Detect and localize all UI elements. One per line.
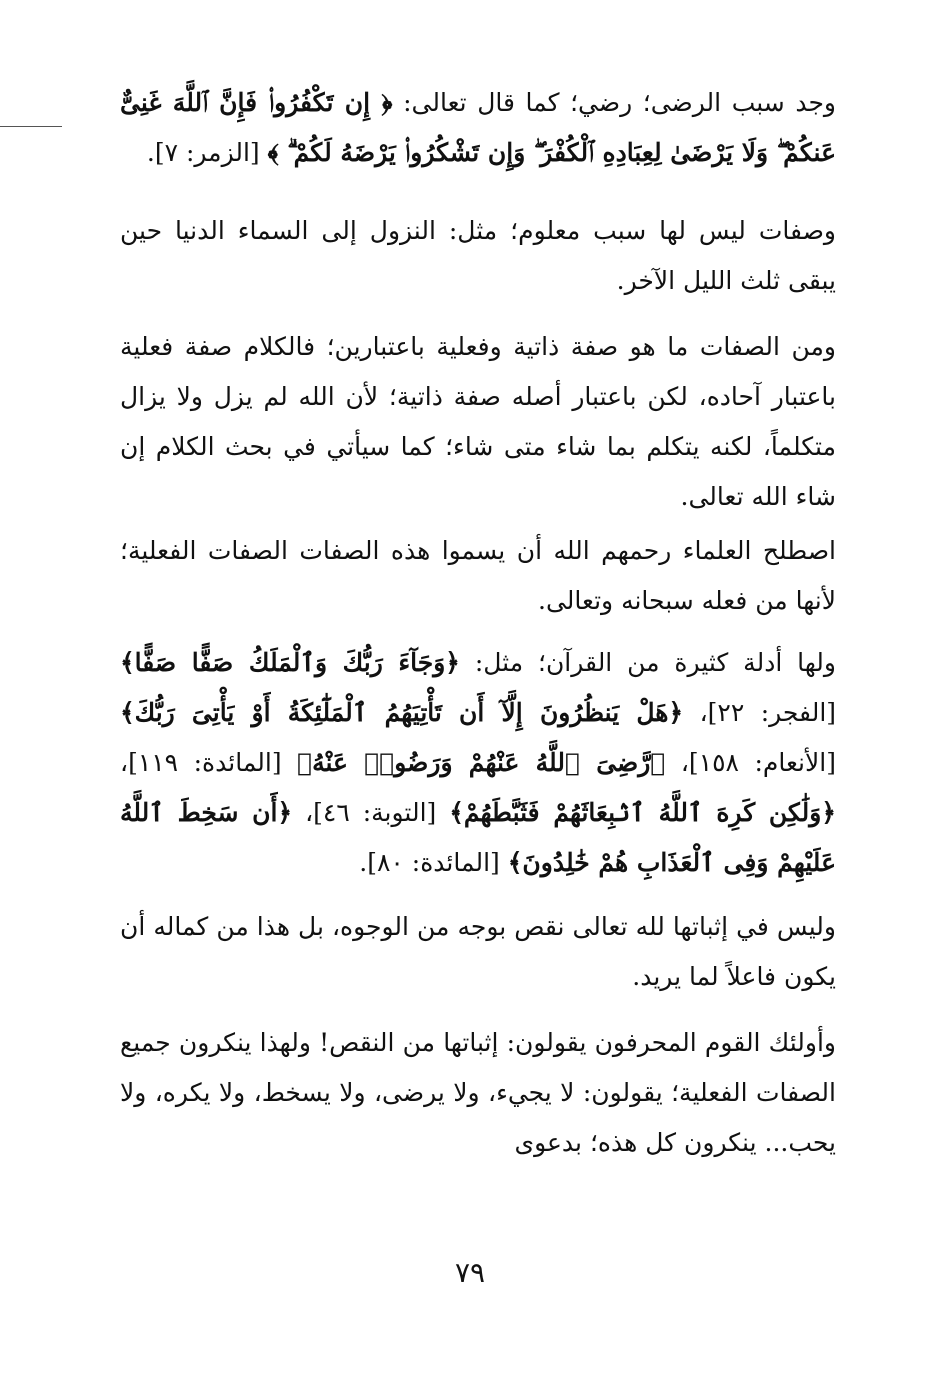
reference-maidah-80: [المائدة: ٨٠]. [359, 848, 508, 877]
quran-verse-maidah-119: ﴿رَّضِىَ ٱللَّهُ عَنْهُمْ وَرَضُوا۟ عَنْهُ﴾ [297, 748, 666, 777]
paragraph-5 [120, 638, 836, 888]
reference-anam: [الأنعام: ١٥٨]، [665, 748, 836, 777]
quran-verse-anam: ﴿هَلْ يَنظُرُونَ إِلَّآ أَن تَأْتِيَهُمُ ٱلْمَلَٰٓئِكَةُ أَوْ يَأْتِىَ رَبُّكَ﴾ [120, 698, 684, 727]
paragraph-1-intro: وجد سبب الرضى؛ رضي؛ كما قال تعالى: [392, 88, 836, 117]
paragraph-3: ومن الصفات ما هو صفة ذاتية وفعلية باعتبارين؛ فالكلام صفة فعلية باعتبار آحاده، لكن باعتبار أصله صفة ذاتية؛ لأن الله لم يزل ولا يزال متكلماً، لكنه يتكلم بما شاء متى شاء؛ كما سيأتي في بحث الكلام إن شاء الله تعالى. [120, 332, 836, 511]
paragraph-5-intro: ولها أدلة كثيرة من القرآن؛ مثل: [459, 648, 836, 677]
quran-verse-tawbah: ﴿وَلَٰكِن كَرِهَ ٱللَّهُ ٱنۢبِعَاثَهُمْ فَثَبَّطَهُمْ﴾ [449, 798, 836, 827]
quran-verse-maidah-80: ﴿أَن سَخِطَ ٱللَّهُ عَلَيْهِمْ وَفِى ٱلْعَذَابِ هُمْ خَٰلِدُونَ﴾ [120, 798, 836, 877]
reference-zumar: [الزمر: ٧]. [146, 138, 268, 167]
paragraph-1 [120, 78, 836, 178]
quran-verse-zumar: ﴿ إِن تَكْفُرُوا۟ فَإِنَّ ٱللَّهَ غَنِىٌّ عَنكُمْ ۖ وَلَا يَرْضَىٰ لِعِبَادِهِ ٱلْكُفْرَ ۖ وَإِن تَشْكُرُوا۟ يَرْضَهُ لَكُمْ ۗ ﴾ [120, 88, 836, 167]
paragraph-4: اصطلح العلماء رحمهم الله أن يسموا هذه الصفات الصفات الفعلية؛ لأنها من فعله سبحانه وتعالى. [120, 536, 836, 615]
reference-tawbah: [التوبة: ٤٦]، [292, 798, 450, 827]
margin-line [0, 126, 62, 127]
quran-verse-fajr: ﴿وَجَآءَ رَبُّكَ وَٱلْمَلَكُ صَفًّا صَفًّا﴾ [120, 648, 460, 677]
page-number: ٧٩ [454, 1256, 486, 1289]
paragraph-6: وليس في إثباتها لله تعالى نقص بوجه من الوجوه، بل هذا من كماله أن يكون فاعلاً لما يريد. [120, 912, 836, 991]
paragraph-2: وصفات ليس لها سبب معلوم؛ مثل: النزول إلى السماء الدنيا حين يبقى ثلث الليل الآخر. [120, 216, 836, 295]
paragraph-7: وأولئك القوم المحرفون يقولون: إثباتها من النقص! ولهذا ينكرون جميع الصفات الفعلية؛ يقولون: لا يجيء، ولا يرضى، ولا يسخط، ولا يكره، ولا يحب... ينكرون كل هذه؛ بدعوى [120, 1028, 836, 1157]
reference-fajr: [الفجر: ٢٢]، [683, 698, 837, 727]
reference-maidah-119: [المائدة: ١١٩]، [120, 748, 298, 777]
